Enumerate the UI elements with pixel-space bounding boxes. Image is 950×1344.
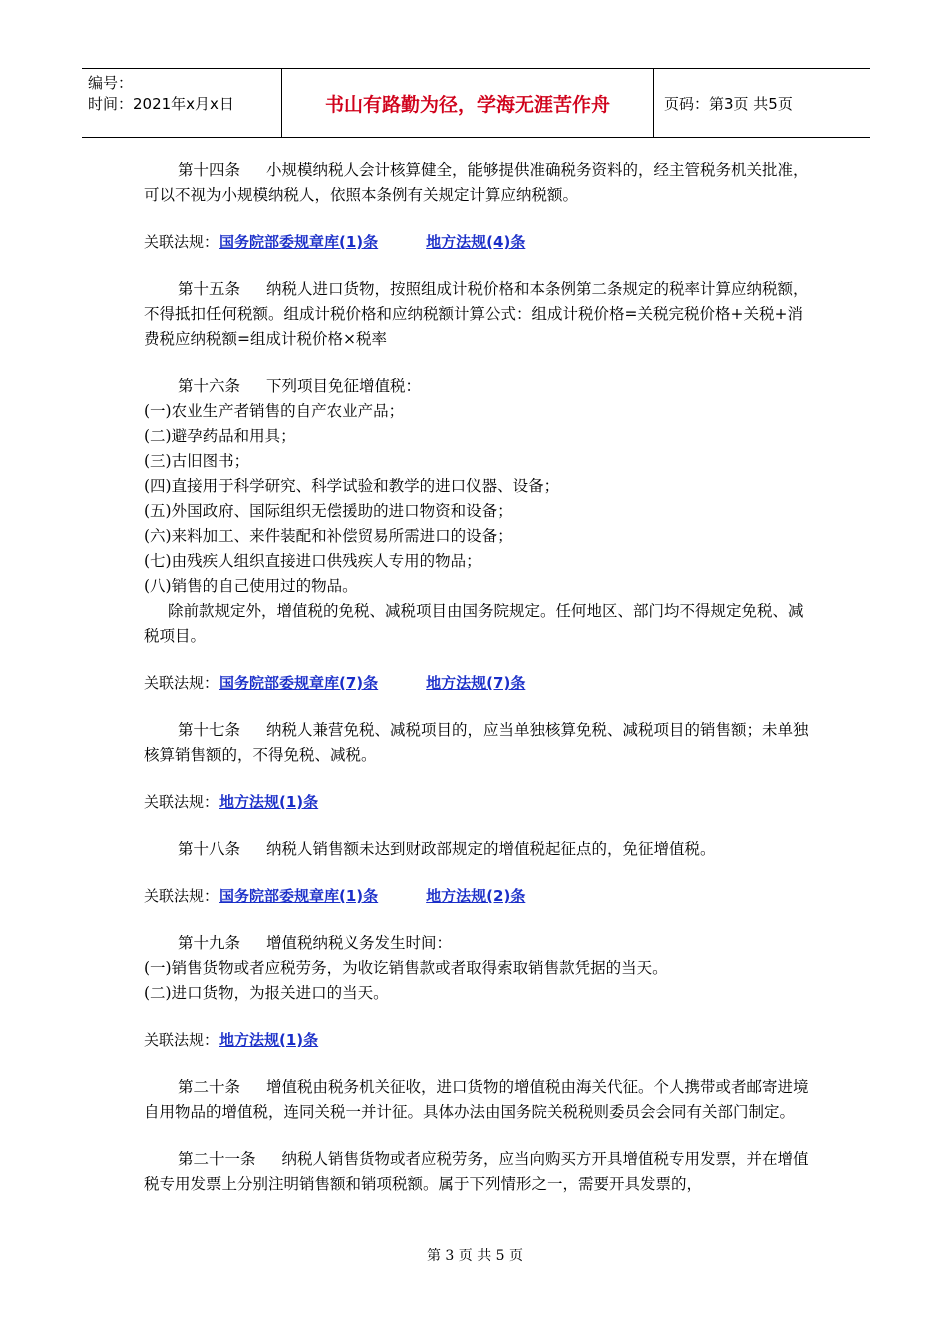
list-item: (二)进口货物，为报关进口的当天。 — [144, 984, 389, 1002]
page-header — [82, 68, 870, 138]
list-item: (四)直接用于科学研究、科学试验和教学的进口仪器、设备； — [144, 477, 560, 495]
related-laws — [144, 790, 809, 815]
article-text: 纳税人兼营免税、减税项目的，应当单独核算免税、减税项目的销售额；未单独核算销售额的，不得免税、减税。 — [144, 721, 809, 764]
article-17 — [144, 718, 809, 768]
article-text: 纳税人销售额未达到财政部规定的增值税起征点的，免征增值税。 — [266, 840, 716, 858]
page-label: 页码：第3页 共5页 — [664, 94, 793, 113]
related-laws — [144, 1028, 809, 1053]
related-laws — [144, 671, 809, 696]
list-item: (六)来料加工、来件装配和补偿贸易所需进口的设备； — [144, 527, 513, 545]
article-text: 下列项目免征增值税： — [266, 377, 422, 395]
list-item: (五)外国政府、国际组织无偿援助的进口物资和设备； — [144, 502, 513, 520]
related-label: 关联法规： — [144, 887, 220, 905]
article-number: 第十五条 — [178, 280, 241, 298]
article-text: 纳税人进口货物，按照组成计税价格和本条例第二条规定的税率计算应纳税额，不得抵扣任何税额。组成计税价格和应纳税额计算公式：组成计税价格=关税完税价格+关税+消费税应纳税额=组成计税价格×税率 — [144, 280, 809, 348]
article-18 — [144, 837, 809, 862]
related-link[interactable]: 地方法规(1)条 — [219, 1031, 319, 1049]
article-19 — [144, 931, 809, 956]
list-item: (一)销售货物或者应税劳务，为收讫销售款或者取得索取销售款凭据的当天。 — [144, 959, 668, 977]
related-link[interactable]: 地方法规(1)条 — [219, 793, 319, 811]
related-label: 关联法规： — [144, 1031, 220, 1049]
time-label: 时间：2021年x月x日 — [88, 95, 234, 113]
related-link[interactable]: 国务院部委规章库(7)条 — [219, 674, 379, 692]
number-label: 编号： — [88, 74, 134, 92]
article-15 — [144, 277, 809, 352]
header-info — [82, 69, 282, 137]
list-item: (七)由残疾人组织直接进口供残疾人专用的物品； — [144, 552, 482, 570]
related-link[interactable]: 地方法规(7)条 — [426, 674, 526, 692]
related-link[interactable]: 地方法规(2)条 — [426, 887, 526, 905]
article-number: 第十四条 — [178, 161, 241, 179]
related-label: 关联法规： — [144, 233, 220, 251]
article-text: 小规模纳税人会计核算健全，能够提供准确税务资料的，经主管税务机关批准，可以不视为小规模纳税人，依照本条例有关规定计算应纳税额。 — [144, 161, 809, 204]
article-21 — [144, 1147, 809, 1197]
list-item: (三)古旧图书； — [144, 452, 250, 470]
article-text: 增值税纳税义务发生时间： — [266, 934, 453, 952]
article-16 — [144, 374, 809, 399]
article-text: 纳税人销售货物或者应税劳务，应当向购买方开具增值税专用发票，并在增值税专用发票上分别注明销售额和销项税额。属于下列情形之一，需要开具发票的， — [144, 1150, 809, 1193]
article-text: 增值税由税务机关征收，进口货物的增值税由海关代征。个人携带或者邮寄进境自用物品的增值税，连同关税一并计征。具体办法由国务院关税税则委员会会同有关部门制定。 — [144, 1078, 809, 1121]
list-item: (二)避孕药品和用具； — [144, 427, 296, 445]
list-item: (八)销售的自己使用过的物品。 — [144, 577, 358, 595]
article-16-tail: 除前款规定外，增值税的免税、减税项目由国务院规定。任何地区、部门均不得规定免税、减税项目。 — [144, 602, 804, 645]
article-number: 第十七条 — [178, 721, 241, 739]
related-label: 关联法规： — [144, 793, 220, 811]
related-link[interactable]: 国务院部委规章库(1)条 — [219, 887, 379, 905]
related-label: 关联法规： — [144, 674, 220, 692]
article-14 — [144, 158, 809, 208]
related-link[interactable]: 地方法规(4)条 — [426, 233, 526, 251]
list-item: (一)农业生产者销售的自产农业产品； — [144, 402, 405, 420]
motto: 书山有路勤为径，学海无涯苦作舟 — [282, 69, 654, 137]
article-number: 第十六条 — [178, 377, 241, 395]
page-footer: 第 3 页 共 5 页 — [426, 1248, 524, 1264]
article-20 — [144, 1075, 809, 1125]
article-number: 第十八条 — [178, 840, 241, 858]
related-link[interactable]: 国务院部委规章库(1)条 — [219, 233, 379, 251]
article-number: 第二十一条 — [178, 1150, 256, 1168]
related-laws — [144, 230, 809, 255]
article-number: 第二十条 — [178, 1078, 241, 1096]
related-laws — [144, 884, 809, 909]
document-body — [144, 158, 809, 1197]
article-number: 第十九条 — [178, 934, 241, 952]
